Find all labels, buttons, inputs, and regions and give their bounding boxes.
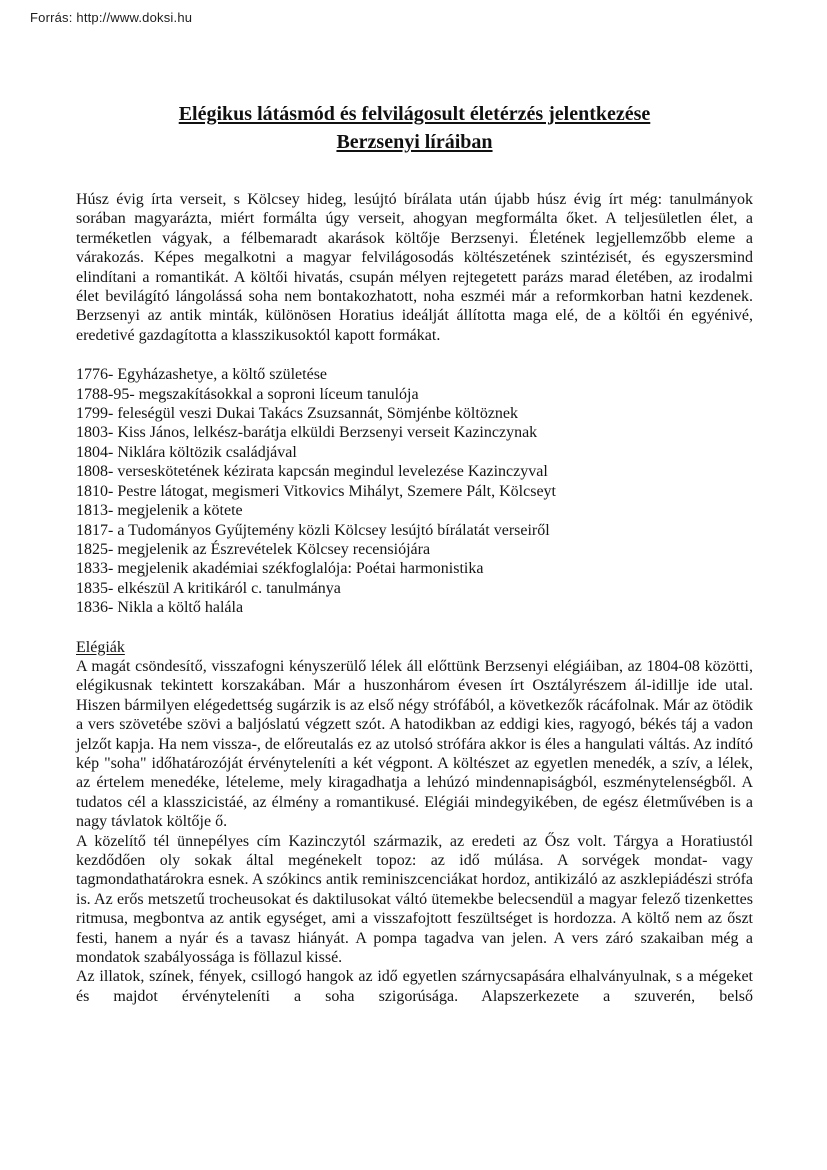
intro-paragraph: Húsz évig írta verseit, s Kölcsey hideg, lesújtó bírálata után újabb húsz évig írt még: tanulmányok sorában magyarázta, miért formálta úgy verseit, ahogyan megformálta őket. A teljesületlen élet, a terméketlen vágyak, a félbemaradt akarások költője Berzsenyi. Életének legjellemzőbb eleme a várakozás. Képes megalkotni a magyar felvilágosodás költészetének szintézisét, és egyszersmind elindítani a romantikát. A költői hivatás, csupán mélyen rejtegetett parázs marad életében, az irodalmi élet bevilágító lángolássá soha nem bontakozhatott, noha eszméi már a reformkorban hatni kezdenek. Berzsenyi az antik minták, különösen Horatius ideálját állította maga elé, de a költői én egyénivé, eredetivé gazdagította a klasszikusoktól kapott formákat. — [76, 191, 753, 344]
source-url-label: Forrás: http://www.doksi.hu — [30, 10, 193, 25]
timeline-item-1833: 1833- megjelenik akadémiai székfoglalója: Poétai harmonistika — [76, 560, 484, 578]
elegiak-paragraph-1: A magát csöndesítő, visszafogni kényszerülő lélek áll előttünk Berzsenyi elégiáiban, az 1804-08 közötti, elégikusnak tekintett korszakában. Már a huszonhárom évesen írt Osztályrészem ál-idillje ide utal. Hiszen bármilyen elégedettség sugárzik is az első négy strófából, a következők rácáfolnak. Már az ötödik a vers szövetébe szövi a baljóslatú végzett szót. A hatodikban az eddigi kies, ragyogó, békés táj a vadon jelzőt kapja. Ha nem vissza-, de előreutalás ez az utolsó strófára akkor is éles a hangulati váltás. Az indító kép "soha" időhatározóját érvényteleníti a két végpont. A költészet az egyetlen menedék, a szív, a lélek, az értelem menedéke, lételeme, mely kiragadhatja a lehúzó mindennapiságból, eszménytelenségből. A tudatos cél a klasszicistáé, az élmény a romantikusé. Elégiái mindegyikében, de egész életművében is a nagy távlatok költője ő. — [76, 657, 753, 831]
elegiak-paragraph-2: A közelítő tél ünnepélyes cím Kazinczytól származik, az eredeti az Ősz volt. Tárgya a Horatiustól kezdődően oly sokak által megénekelt topoz: az idő múlása. A sorvégek mondat- vagy tagmondathatárokra esnek. A szókincs antik reminiszcenciákat hordoz, antikizáló az aszklepiádészi strófa is. Az erős metszetű trocheusokat és daktilusokat váltó ütemekbe belecsendül a magyar felező tizenkettes ritmusa, megbontva az antik egységet, ami a visszafojtott feszültséget is hordozza. A költő nem az őszt festi, hanem a nyár és a tavasz hiányát. A pompa tagadva van jelen. A vers záró szakaiban még a mondatok szabályossága is föllazul kissé. — [76, 832, 753, 967]
elegiak-paragraph-3: Az illatok, színek, fények, csillogó hangok az idő egyetlen szárnycsapására elhalványulnak, s a mégeket és majdot érvényteleníti a soha szigorúsága. Alapszerkezete a szuverén, belső — [76, 968, 753, 1005]
timeline-item-1825: 1825- megjelenik az Észrevételek Kölcsey recensiójára — [76, 540, 431, 558]
timeline-item-1776: 1776- Egyházashetye, a költő születése — [76, 366, 328, 384]
timeline-item-1817: 1817- a Tudományos Gyűjtemény közli Kölcsey lesújtó bírálatát verseiről — [76, 521, 550, 539]
timeline-item-1799: 1799- feleségül veszi Dukai Takács Zsuzsannát, Sömjénbe költöznek — [76, 405, 519, 423]
timeline-item-1836: 1836- Nikla a költő halála — [76, 599, 244, 617]
timeline-list — [76, 365, 753, 617]
title-line-1: Elégikus látásmód és felvilágosult életérzés jelentkezése — [178, 103, 651, 125]
section-heading-elegiak: Elégiák — [76, 638, 125, 656]
timeline-item-1804: 1804- Niklára költözik családjával — [76, 443, 297, 461]
timeline-item-1808: 1808- verseskötetének kézirata kapcsán megindul levelezése Kazinczyval — [76, 463, 548, 481]
timeline-item-1835: 1835- elkészül A kritikáról c. tanulmánya — [76, 579, 341, 597]
timeline-item-1810: 1810- Pestre látogat, megismeri Vitkovics Mihályt, Szemere Pált, Kölcseyt — [76, 482, 556, 500]
timeline-item-1803: 1803- Kiss János, lelkész-barátja elküldi Berzsenyi verseit Kazinczynak — [76, 424, 538, 442]
title-line-2: Berzsenyi líráiban — [336, 131, 493, 153]
timeline-item-1788-95: 1788-95- megszakításokkal a soproni líceum tanulója — [76, 385, 419, 403]
timeline-item-1813: 1813- megjelenik a kötete — [76, 502, 243, 520]
